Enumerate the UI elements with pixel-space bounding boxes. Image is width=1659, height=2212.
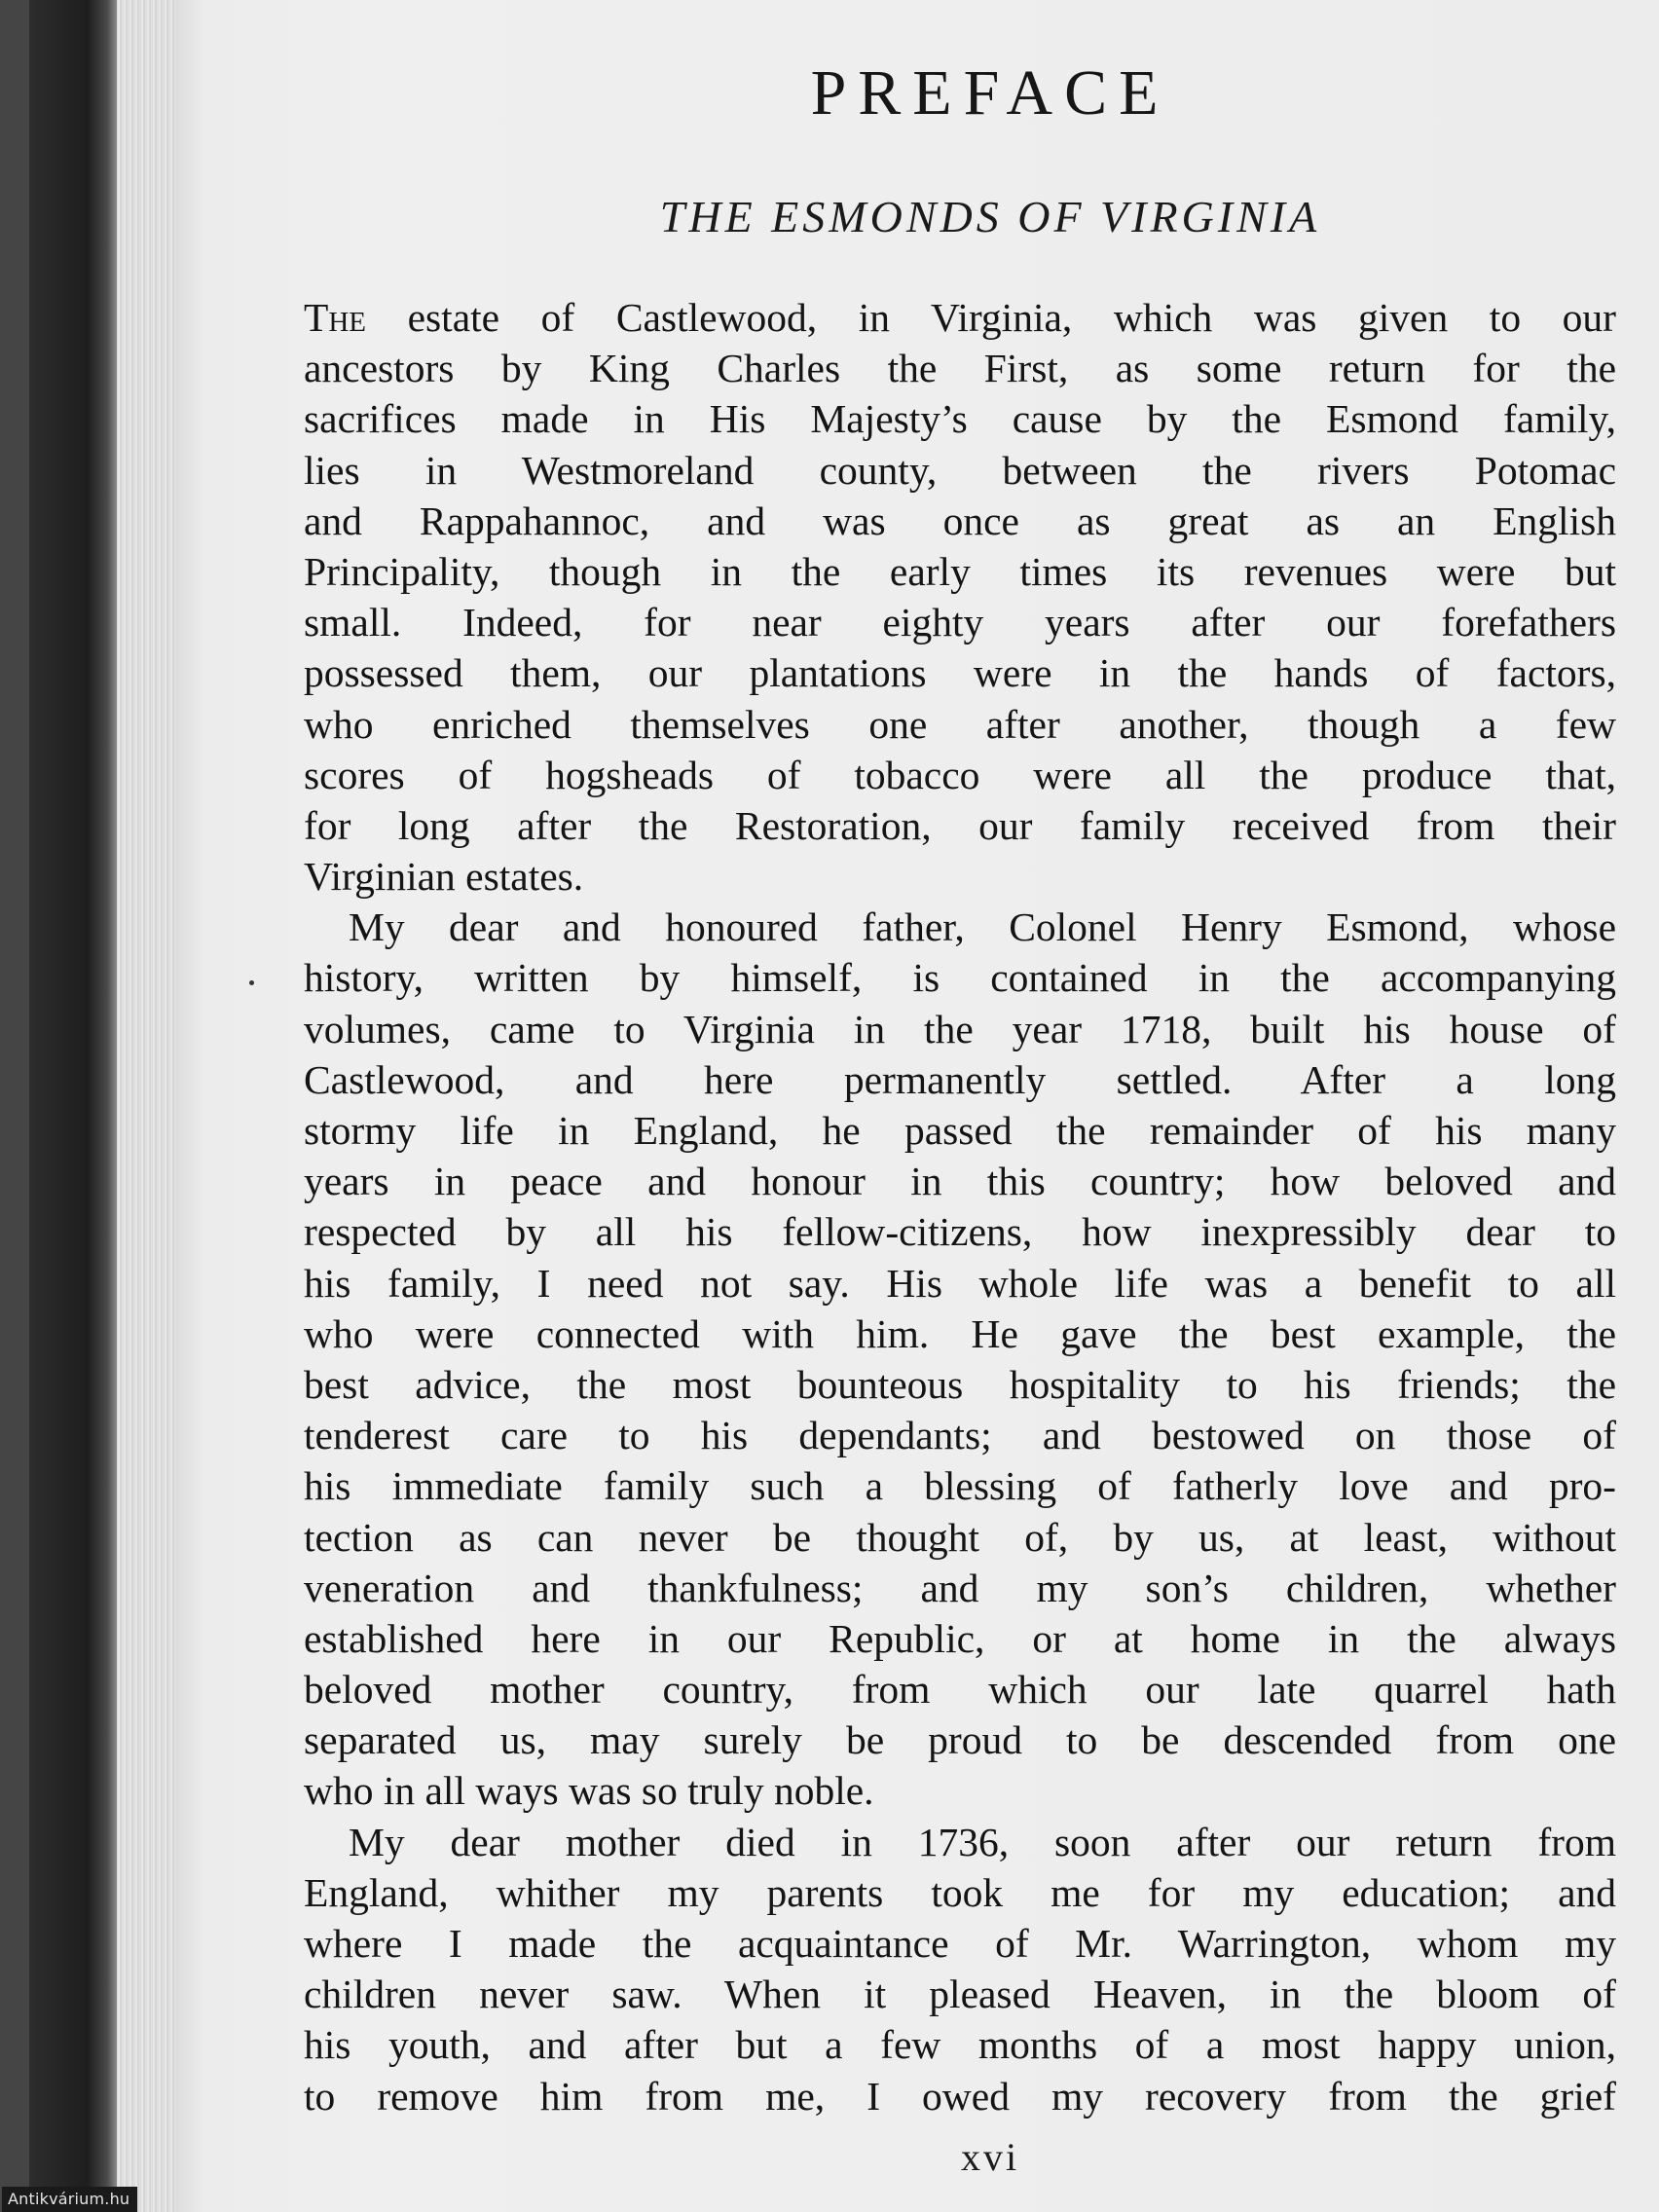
section-title: THE ESMONDS OF VIRGINIA: [659, 192, 1321, 241]
text-line: ancestors by King Charles the First, as some return for the: [304, 346, 1616, 391]
text-line: established here in our Republic, or at home in the always: [304, 1615, 1616, 1661]
text-line: My dear mother died in 1736, soon after our return from: [349, 1819, 1616, 1864]
text-line-1-rest: estate of Castlewood, in Virginia, which was given to our: [366, 295, 1616, 340]
text-line: tection as can never be thought of, by us, at least, without: [304, 1514, 1616, 1560]
text-line: tenderest care to his dependants; and bestowed on those of: [304, 1413, 1616, 1458]
text-line-1: [304, 292, 1616, 343]
text-line: his family, I need not say. His whole life was a benefit to all: [304, 1260, 1616, 1306]
text-line: where I made the acquaintance of Mr. Warrington, whom my: [304, 1921, 1616, 1966]
text-line: sacrifices made in His Majesty’s cause by the Esmond family,: [304, 396, 1616, 442]
text-line: veneration and thankfulness; and my son’s children, whether: [304, 1565, 1616, 1610]
text-line: his immediate family such a blessing of fatherly love and pro-: [304, 1463, 1616, 1509]
text-line: for long after the Restoration, our family received from their: [304, 802, 1616, 848]
text-line: My dear and honoured father, Colonel Henry Esmond, whose: [349, 904, 1616, 950]
text-line: who enriched themselves one after another, though a few: [304, 701, 1616, 747]
binding-band: [0, 0, 29, 2212]
page-number: xvi: [960, 2135, 1020, 2179]
watermark-label: Antikvárium.hu: [2, 2187, 137, 2212]
text-line: who in all ways was so truly noble.: [304, 1768, 874, 1814]
margin-mark: [249, 980, 254, 985]
text-line: lies in Westmoreland county, between the rivers Potomac: [304, 447, 1616, 493]
text-line: separated us, may surely be proud to be descended from one: [304, 1717, 1616, 1763]
text-line: his youth, and after but a few months of a most happy union,: [304, 2022, 1616, 2068]
text-line: small. Indeed, for near eighty years after our forefathers: [304, 600, 1616, 645]
text-line: England, whither my parents took me for my education; and: [304, 1869, 1616, 1915]
page-title: PREFACE: [810, 57, 1170, 129]
body-text: [304, 292, 1616, 2121]
text-line: who were connected with him. He gave the best example, the: [304, 1310, 1616, 1356]
text-line: possessed them, our plantations were in the hands of factors,: [304, 650, 1616, 696]
text-line: Castlewood, and here permanently settled. After a long: [304, 1056, 1616, 1102]
book-binding: [0, 0, 117, 2212]
text-line: Virginian estates.: [304, 854, 584, 900]
text-line: beloved mother country, from which our late quarrel hath: [304, 1667, 1616, 1713]
text-line: and Rappahannoc, and was once as great as an English: [304, 498, 1616, 543]
text-line: respected by all his fellow-citizens, how inexpressibly dear to: [304, 1209, 1616, 1255]
text-line: history, written by himself, is contained in the accompanying: [304, 955, 1616, 1001]
text-line: stormy life in England, he passed the remainder of his many: [304, 1108, 1616, 1153]
text-line: years in peace and honour in this country; how beloved and: [304, 1159, 1616, 1204]
text-line: to remove him from me, I owed my recovery from the grief: [304, 2073, 1616, 2119]
text-line: scores of hogsheads of tobacco were all the produce that,: [304, 752, 1616, 797]
text-line: best advice, the most bounteous hospitality to his friends; the: [304, 1361, 1616, 1407]
text-line: children never saw. When it pleased Heaven, in the bloom of: [304, 1972, 1616, 2017]
first-word-small-caps: The: [304, 295, 367, 340]
text-line: Principality, though in the early times its revenues were but: [304, 548, 1616, 594]
text-line: volumes, came to Virginia in the year 1718, built his house of: [304, 1006, 1616, 1051]
page-edges: [117, 0, 175, 2212]
